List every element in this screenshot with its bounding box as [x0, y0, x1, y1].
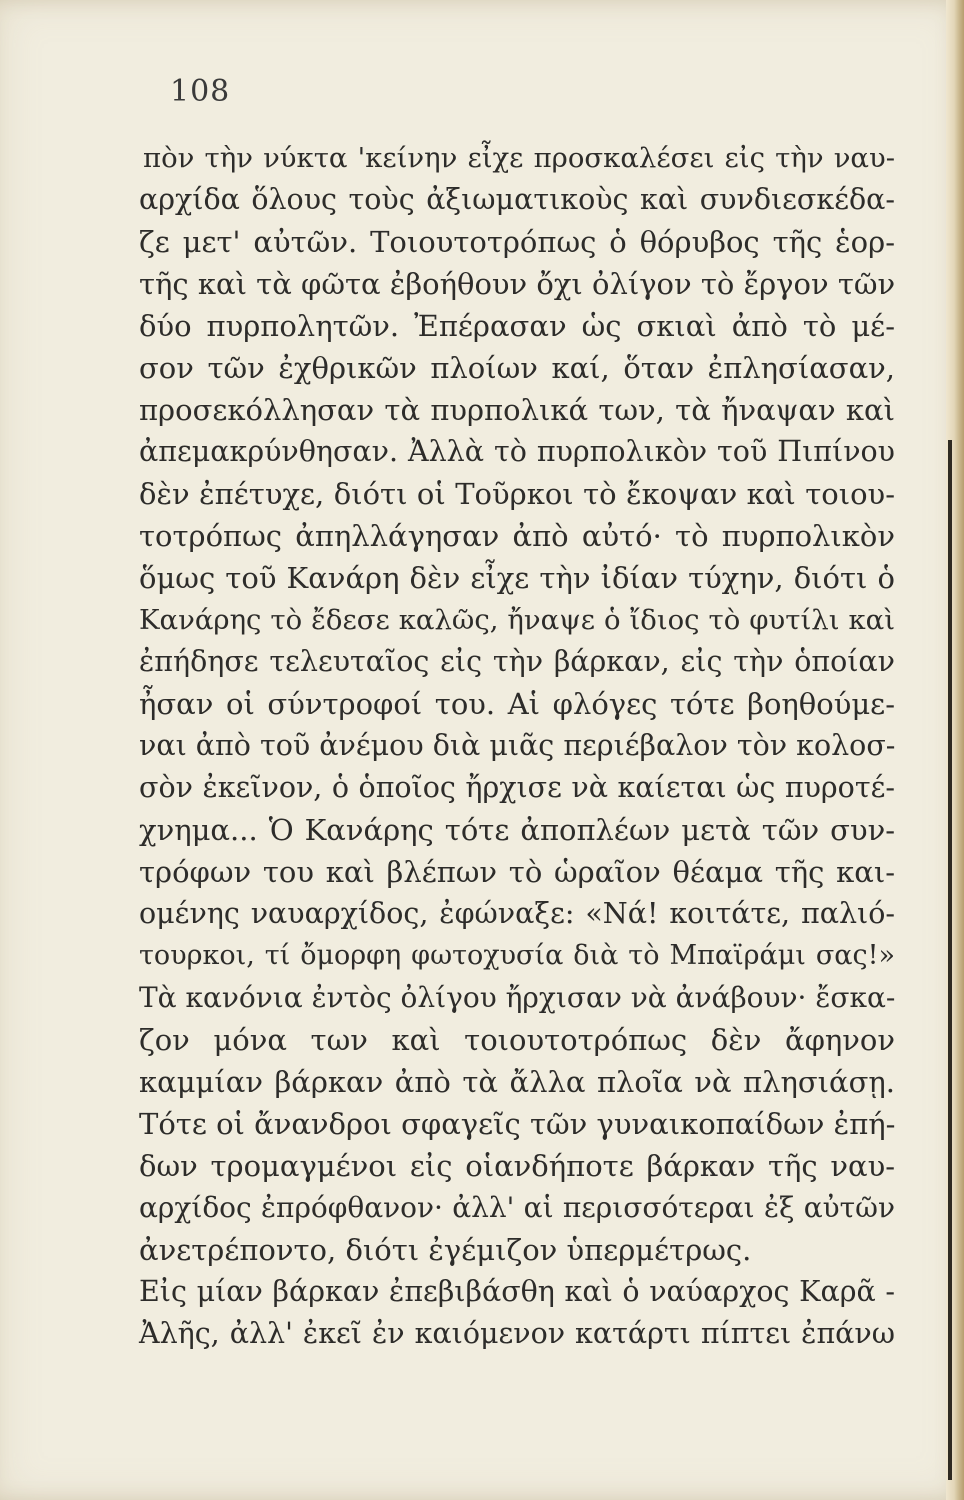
text-line: ζον μόνα των καὶ τοιουτοτρόπως δὲν ἄφηνον: [139, 1023, 895, 1057]
text-line: τρόφων του καὶ βλέπων τὸ ὡραῖον θέαμα τῆς και-: [139, 855, 895, 889]
text-line: δὲν ἐπέτυχε, διότι οἱ Τοῦρκοι τὸ ἔκοψαν καὶ τοιου-: [139, 477, 895, 511]
page-number: 108: [170, 74, 231, 109]
text-line: τῆς καὶ τὰ φῶτα ἐβοήθουν ὄχι ὀλίγον τὸ ἔργον τῶν: [139, 267, 896, 301]
text-line: δων τρομαγμένοι εἰς οἱανδήποτε βάρκαν τῆς ναυ-: [139, 1149, 895, 1183]
text-line: Εἰς μίαν βάρκαν ἐπεβιβάσθη καὶ ὁ ναύαρχος Καρᾶ -: [139, 1275, 895, 1308]
text-line: πὸν τὴν νύκτα 'κείνην εἶχε προσκαλέσει εἰς τὴν ναυ-: [143, 142, 895, 174]
text-line: ἐπήδησε τελευταῖος εἰς τὴν βάρκαν, εἰς τὴν ὁποίαν: [139, 645, 895, 678]
text-line: δύο πυρπολητῶν. Ἐπέρασαν ὡς σκιαὶ ἀπὸ τὸ μέ-: [139, 309, 895, 343]
text-line: ομένης ναυαρχίδος, ἐφώναξε: «Νά! κοιτάτε, παλιό-: [139, 897, 895, 930]
text-line: τουρκοι, τί ὄμορφη φωτοχυσία διὰ τὸ Μπαϊράμι σας!»: [139, 940, 895, 971]
text-line: τοτρόπως ἀπηλλάγησαν ἀπὸ αὐτό· τὸ πυρπολικὸν: [139, 519, 895, 553]
text-line: ἦσαν οἱ σύντροφοί του. Αἱ φλόγες τότε βοηθούμε-: [139, 687, 895, 721]
text-line: σὸν ἐκεῖνον, ὁ ὁποῖος ἤρχισε νὰ καίεται ὡς πυροτέ-: [139, 771, 895, 804]
text-line: ναι ἀπὸ τοῦ ἀνέμου διὰ μιᾶς περιέβαλον τὸν κολοσ-: [139, 729, 896, 762]
text-line: Τότε οἱ ἄνανδροι σφαγεῖς τῶν γυναικοπαίδων ἐπή-: [139, 1107, 896, 1141]
text-line: αρχίδα ὅλους τοὺς ἀξιωματικοὺς καὶ συνδιεσκέδα-: [139, 183, 895, 216]
text-line: ἀνετρέποντο, διότι ἐγέμιζον ὑπερμέτρως.: [139, 1233, 752, 1267]
text-line: σον τῶν ἐχθρικῶν πλοίων καί, ὅταν ἐπλησίασαν,: [139, 351, 895, 385]
text-line: ὅμως τοῦ Κανάρη δὲν εἶχε τὴν ἰδίαν τύχην, διότι ὁ: [139, 561, 895, 595]
text-line: Ἀλῆς, ἀλλ' ἐκεῖ ἐν καιόμενον κατάρτι πίπτει ἐπάνω: [139, 1317, 895, 1350]
text-line: χνημα... Ὁ Κανάρης τότε ἀποπλέων μετὰ τῶν συν-: [139, 813, 895, 847]
text-line: ζε μετ' αὐτῶν. Τοιουτοτρόπως ὁ θόρυβος τῆς ἑορ-: [139, 225, 895, 259]
text-line: καμμίαν βάρκαν ἀπὸ τὰ ἄλλα πλοῖα νὰ πλησιάσῃ.: [139, 1065, 895, 1099]
text-line: Τὰ κανόνια ἐντὸς ὀλίγου ἤρχισαν νὰ ἀνάβουν· ἔσκα-: [139, 981, 896, 1014]
text-line: Κανάρης τὸ ἔδεσε καλῶς, ἤναψε ὁ ἴδιος τὸ φυτίλι καὶ: [139, 604, 895, 636]
binding-line: [948, 440, 952, 1480]
text-line: ἀπεμακρύνθησαν. Ἀλλὰ τὸ πυρπολικὸν τοῦ Πιπίνου: [139, 435, 895, 468]
text-line: προσεκόλλησαν τὰ πυρπολικά των, τὰ ἤναψαν καὶ: [139, 393, 895, 427]
text-line: αρχίδος ἐπρόφθανον· ἀλλ' αἱ περισσότεραι ἐξ αὐτῶν: [139, 1191, 895, 1224]
